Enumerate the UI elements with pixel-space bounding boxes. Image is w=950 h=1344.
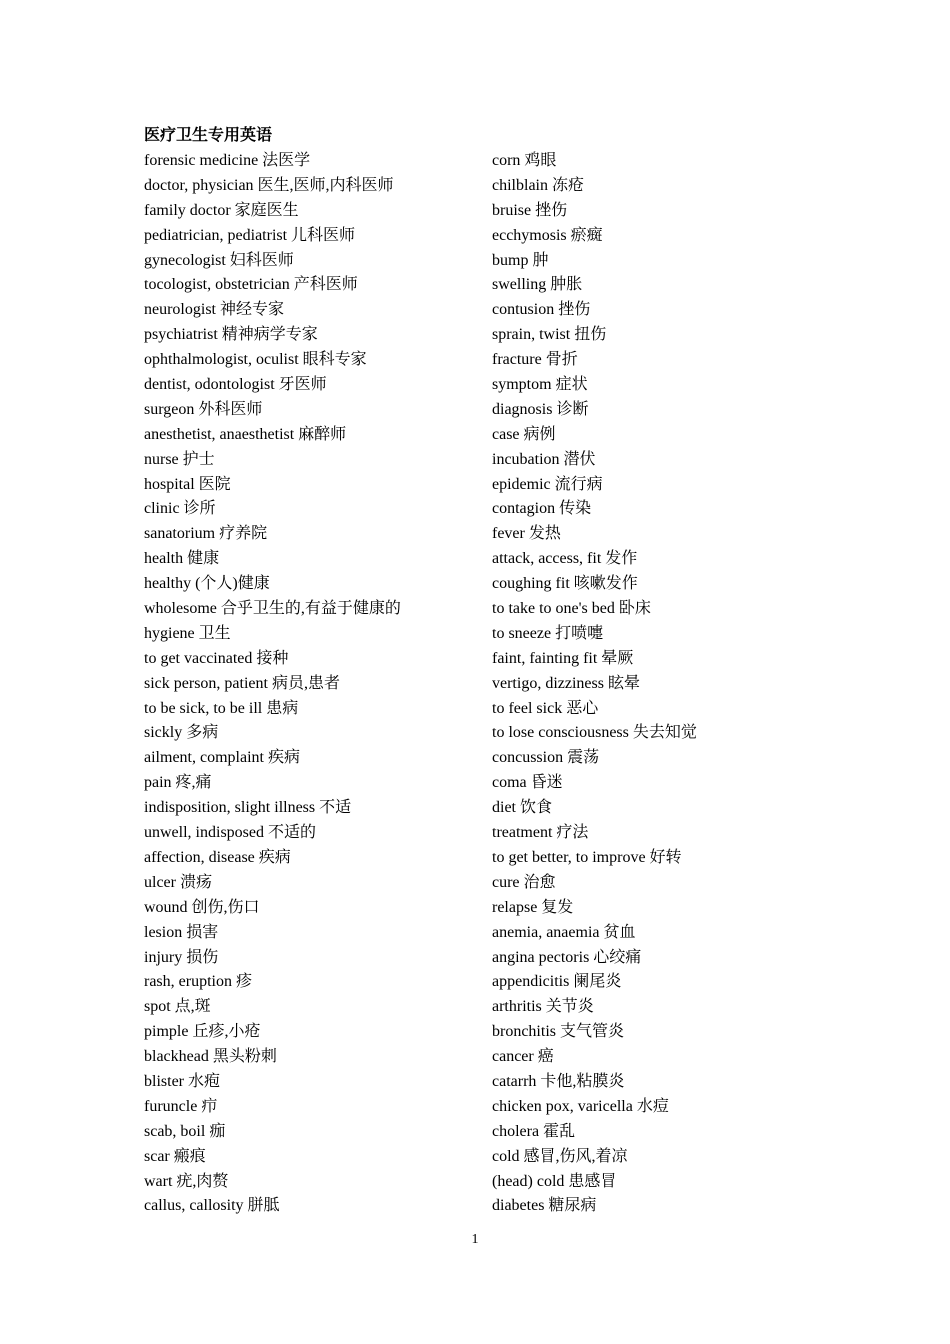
vocab-entry: swelling 肿胀 — [492, 276, 583, 294]
vocab-entry: incubation 潜伏 — [492, 450, 596, 468]
vocab-entry: epidemic 流行病 — [492, 475, 603, 493]
vocab-entry: furuncle 疖 — [144, 1097, 218, 1115]
vocab-entry: wart 疣,肉赘 — [144, 1172, 229, 1190]
vocab-entry: case 病例 — [492, 425, 556, 443]
vocab-entry: psychiatrist 精神病学专家 — [144, 326, 318, 344]
vocab-entry: cancer 癌 — [492, 1048, 554, 1066]
vocab-entry: sick person, patient 病员,患者 — [144, 674, 340, 692]
vocab-entry: clinic 诊所 — [144, 500, 216, 518]
vocab-entry: to get vaccinated 接种 — [144, 649, 289, 667]
vocab-entry: contagion 传染 — [492, 500, 592, 518]
vocab-entry: corn 鸡眼 — [492, 152, 557, 169]
vocab-entry: dentist, odontologist 牙医师 — [144, 376, 327, 394]
vocab-entry: ecchymosis 瘀癍 — [492, 226, 603, 244]
vocab-entry: catarrh 卡他,粘膜炎 — [492, 1072, 625, 1090]
vocab-entry: attack, access, fit 发作 — [492, 550, 638, 568]
vocab-entry: relapse 复发 — [492, 898, 574, 916]
vocab-entry: anesthetist, anaesthetist 麻醉师 — [144, 425, 347, 443]
vocab-entry: affection, disease 疾病 — [144, 848, 291, 866]
vocab-entry: pediatrician, pediatrist 儿科医师 — [144, 226, 356, 244]
vocab-entry: blister 水疱 — [144, 1072, 220, 1090]
vocab-entry: spot 点,斑 — [144, 998, 211, 1016]
vocab-entry: gynecologist 妇科医师 — [144, 251, 294, 269]
vocab-entry: to sneeze 打喷嚏 — [492, 624, 604, 642]
vocab-entry: angina pectoris 心绞痛 — [492, 948, 642, 966]
right-column — [492, 151, 822, 1221]
vocab-entry: contusion 挫伤 — [492, 301, 591, 319]
vocab-entry: nurse 护士 — [144, 450, 215, 468]
vocab-entry: coughing fit 咳嗽发作 — [492, 575, 638, 593]
vocab-entry: to take to one's bed 卧床 — [492, 600, 651, 618]
vocab-entry: arthritis 关节炎 — [492, 998, 594, 1016]
vocab-entry: hospital 医院 — [144, 475, 231, 493]
vocab-entry: doctor, physician 医生,医师,内科医师 — [144, 176, 394, 194]
vocab-entry: to lose consciousness 失去知觉 — [492, 724, 697, 742]
vocab-entry: health 健康 — [144, 550, 220, 568]
vocab-entry: treatment 疗法 — [492, 824, 589, 842]
vocab-entry: vertigo, dizziness 眩晕 — [492, 674, 640, 692]
vocab-entry: forensic medicine 法医学 — [144, 152, 311, 169]
vocab-entry: blackhead 黑头粉刺 — [144, 1048, 277, 1066]
vocab-entry: ophthalmologist, oculist 眼科专家 — [144, 351, 367, 369]
vocab-entry: hygiene 卫生 — [144, 624, 231, 642]
vocab-entry: wholesome 合乎卫生的,有益于健康的 — [144, 600, 401, 618]
vocab-entry: symptom 症状 — [492, 376, 588, 394]
vocab-entry: chilblain 冻疮 — [492, 176, 584, 194]
vocab-entry: wound 创伤,伤口 — [144, 898, 260, 916]
vocab-entry: scab, boil 痂 — [144, 1122, 226, 1140]
vocab-entry: indisposition, slight illness 不适 — [144, 799, 352, 817]
vocab-entry: chicken pox, varicella 水痘 — [492, 1097, 669, 1115]
left-column — [144, 151, 474, 1221]
vocab-entry: anemia, anaemia 贫血 — [492, 923, 636, 941]
vocab-entry: coma 昏迷 — [492, 774, 563, 792]
vocab-entry: neurologist 神经专家 — [144, 301, 284, 319]
vocab-entry: bronchitis 支气管炎 — [492, 1023, 624, 1041]
vocab-entry: diabetes 糖尿病 — [492, 1197, 597, 1215]
vocab-entry: fracture 骨折 — [492, 351, 578, 369]
vocab-entry: to be sick, to be ill 患病 — [144, 699, 299, 717]
vocab-entry: healthy (个人)健康 — [144, 575, 270, 593]
vocab-entry: sanatorium 疗养院 — [144, 525, 268, 543]
vocab-entry: cholera 霍乱 — [492, 1122, 576, 1140]
page-title: 医疗卫生专用英语 — [144, 127, 273, 144]
vocab-entry: ailment, complaint 疾病 — [144, 749, 300, 767]
vocab-entry: family doctor 家庭医生 — [144, 201, 299, 219]
vocab-entry: appendicitis 阑尾炎 — [492, 973, 622, 991]
vocab-entry: sickly 多病 — [144, 724, 219, 742]
vocab-entry: cure 治愈 — [492, 873, 556, 891]
vocab-entry: ulcer 溃疡 — [144, 873, 212, 891]
vocab-entry: bump 肿 — [492, 251, 549, 269]
vocab-entry: injury 损伤 — [144, 948, 219, 966]
vocab-entry: pain 疼,痛 — [144, 774, 212, 792]
vocab-entry: bruise 挫伤 — [492, 201, 568, 219]
vocab-entry: unwell, indisposed 不适的 — [144, 824, 316, 842]
vocab-entry: surgeon 外科医师 — [144, 400, 263, 418]
vocab-entry: callus, callosity 胼胝 — [144, 1197, 280, 1215]
vocab-entry: lesion 损害 — [144, 923, 219, 941]
vocab-entry: sprain, twist 扭伤 — [492, 326, 607, 344]
vocab-entry: diet 饮食 — [492, 799, 552, 817]
vocab-entry: (head) cold 患感冒 — [492, 1172, 617, 1190]
vocab-entry: cold 感冒,伤风,着凉 — [492, 1147, 628, 1165]
vocab-entry: concussion 震荡 — [492, 749, 600, 767]
vocab-entry: diagnosis 诊断 — [492, 400, 589, 418]
vocab-entry: faint, fainting fit 晕厥 — [492, 649, 634, 667]
vocab-entry: pimple 丘疹,小疮 — [144, 1023, 261, 1041]
vocab-entry: tocologist, obstetrician 产科医师 — [144, 276, 358, 294]
page-number: 1 — [471, 1232, 479, 1247]
vocab-entry: to feel sick 恶心 — [492, 699, 599, 717]
vocab-entry: rash, eruption 疹 — [144, 973, 252, 991]
vocab-entry: fever 发热 — [492, 525, 561, 543]
vocab-entry: to get better, to improve 好转 — [492, 848, 682, 866]
vocab-entry: scar 瘢痕 — [144, 1147, 206, 1165]
